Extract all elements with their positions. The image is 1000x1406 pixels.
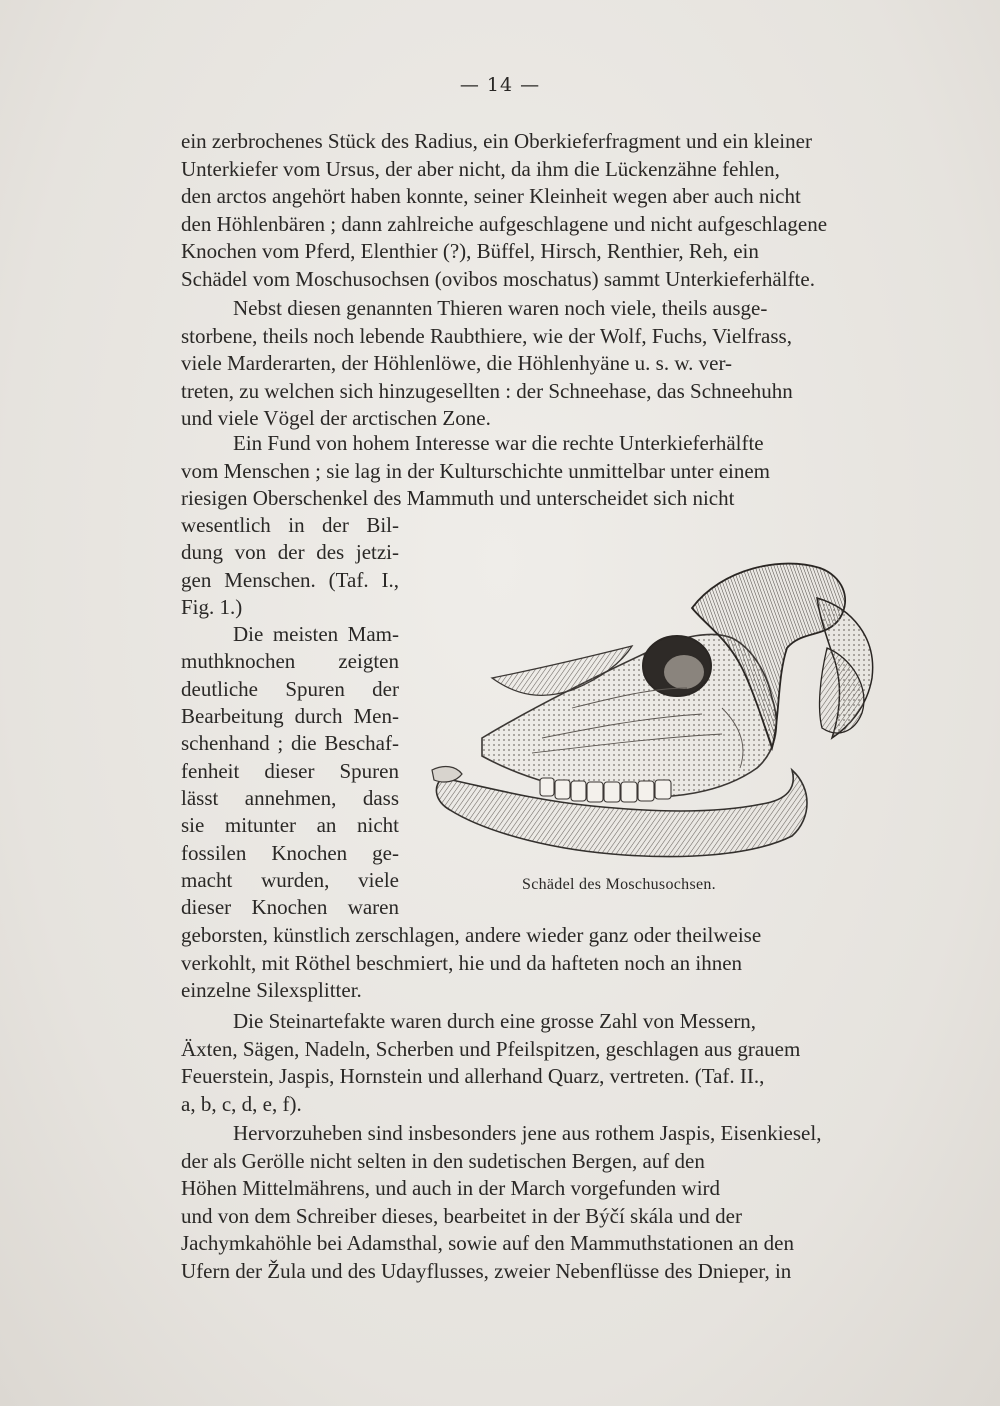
text-line: dung von der des jetzi- bbox=[181, 540, 399, 565]
paragraph-human-jaw bbox=[181, 430, 886, 513]
text-line: Ufern der Žula und des Udayflusses, zweier Nebenflüsse des Dnieper, in bbox=[181, 1258, 792, 1283]
page-number: — 14 — bbox=[459, 74, 541, 96]
text-line: Nebst diesen genannten Thieren waren noch viele, theils ausge- bbox=[233, 296, 768, 320]
text-line: dieser Knochen waren bbox=[181, 895, 399, 920]
text-line: gen Menschen. (Taf. I., bbox=[181, 567, 399, 592]
text-line: Bearbeitung durch Men- bbox=[181, 704, 399, 729]
musk-ox-skull-illustration bbox=[422, 538, 892, 888]
paragraph-continued bbox=[181, 128, 886, 294]
text-line: sie mitunter an nicht bbox=[181, 813, 399, 838]
text-line: viele Marderarten, der Höhlenlöwe, die Höhlenhyäne u. s. w. ver- bbox=[181, 351, 733, 376]
text-line: vom Menschen ; sie lag in der Kulturschichte unmittelbar unter einem bbox=[181, 458, 771, 483]
text-line: a, b, c, d, e, f). bbox=[181, 1091, 302, 1116]
paragraph-beside-figure bbox=[181, 512, 399, 921]
text-line: Knochen vom Pferd, Elenthier (?), Büffel, Hirsch, Renthier, Reh, ein bbox=[181, 239, 759, 264]
paragraph-predators bbox=[181, 295, 886, 433]
text-line: Die meisten Mam- bbox=[233, 622, 399, 647]
text-line: Unterkiefer vom Ursus, der aber nicht, da ihm die Lückenzähne fehlen, bbox=[181, 156, 780, 181]
text-line: wesentlich in der Bil- bbox=[181, 513, 399, 537]
text-line: Jachymkahöhle bei Adamsthal, sowie auf den Mammuthstationen an den bbox=[181, 1231, 794, 1256]
text-line: Fig. 1.) bbox=[181, 594, 243, 619]
text-line: Hervorzuheben sind insbesonders jene aus rothem Jaspis, Eisenkiesel, bbox=[233, 1121, 822, 1145]
text-line: deutliche Spuren der bbox=[181, 676, 399, 701]
text-line: Die Steinartefakte waren durch eine grosse Zahl von Messern, bbox=[233, 1009, 757, 1033]
figure-caption: Schädel des Moschusochsen. bbox=[522, 876, 716, 893]
text-line: den Höhlenbären ; dann zahlreiche aufgeschlagene und nicht aufgeschlagene bbox=[181, 211, 828, 236]
text-line: muthknochen zeigten bbox=[181, 649, 399, 674]
text-line: der als Gerölle nicht selten in den sudetischen Bergen, auf den bbox=[181, 1148, 705, 1173]
text-line: geborsten, künstlich zerschlagen, andere wieder ganz oder theilweise bbox=[181, 923, 762, 947]
paragraph-red-jasper bbox=[181, 1120, 886, 1286]
text-line: und von dem Schreiber dieses, bearbeitet in der Býčí skála und der bbox=[181, 1203, 742, 1228]
paragraph-bones-continued bbox=[181, 922, 886, 1005]
text-line: schenhand ; die Beschaf- bbox=[181, 731, 399, 756]
text-line: einzelne Silexsplitter. bbox=[181, 978, 362, 1003]
text-line: fenheit dieser Spuren bbox=[181, 758, 399, 783]
text-line: Schädel vom Moschusochsen (ovibos moschatus) sammt Unterkieferhälfte. bbox=[181, 266, 815, 291]
text-line: riesigen Oberschenkel des Mammuth und unterscheidet sich nicht bbox=[181, 486, 735, 511]
text-line: verkohlt, mit Röthel beschmiert, hie und da hafteten noch an ihnen bbox=[181, 950, 743, 975]
text-line: Ein Fund von hohem Interesse war die rechte Unterkieferhälfte bbox=[233, 431, 764, 455]
text-line: fossilen Knochen ge- bbox=[181, 840, 399, 865]
text-line: Höhen Mittelmährens, und auch in der March vorgefunden wird bbox=[181, 1176, 721, 1201]
text-line: storbene, theils noch lebende Raubthiere, wie der Wolf, Fuchs, Vielfrass, bbox=[181, 323, 792, 348]
paragraph-stone-artefacts bbox=[181, 1008, 886, 1118]
text-line: Feuerstein, Jaspis, Hornstein und allerhand Quarz, vertreten. (Taf. II., bbox=[181, 1064, 765, 1089]
text-line: lässt annehmen, dass bbox=[181, 785, 399, 810]
text-line: treten, zu welchen sich hinzugesellten : der Schneehase, das Schneehuhn bbox=[181, 378, 793, 403]
text-line: den arctos angehört haben konnte, seiner Kleinheit wegen aber auch nicht bbox=[181, 184, 801, 209]
text-line: Äxten, Sägen, Nadeln, Scherben und Pfeilspitzen, geschlagen aus grauem bbox=[181, 1036, 801, 1061]
text-line: und viele Vögel der arctischen Zone. bbox=[181, 406, 491, 431]
text-line: ein zerbrochenes Stück des Radius, ein Oberkieferfragment und ein kleiner bbox=[181, 129, 812, 153]
text-line: macht wurden, viele bbox=[181, 867, 399, 892]
